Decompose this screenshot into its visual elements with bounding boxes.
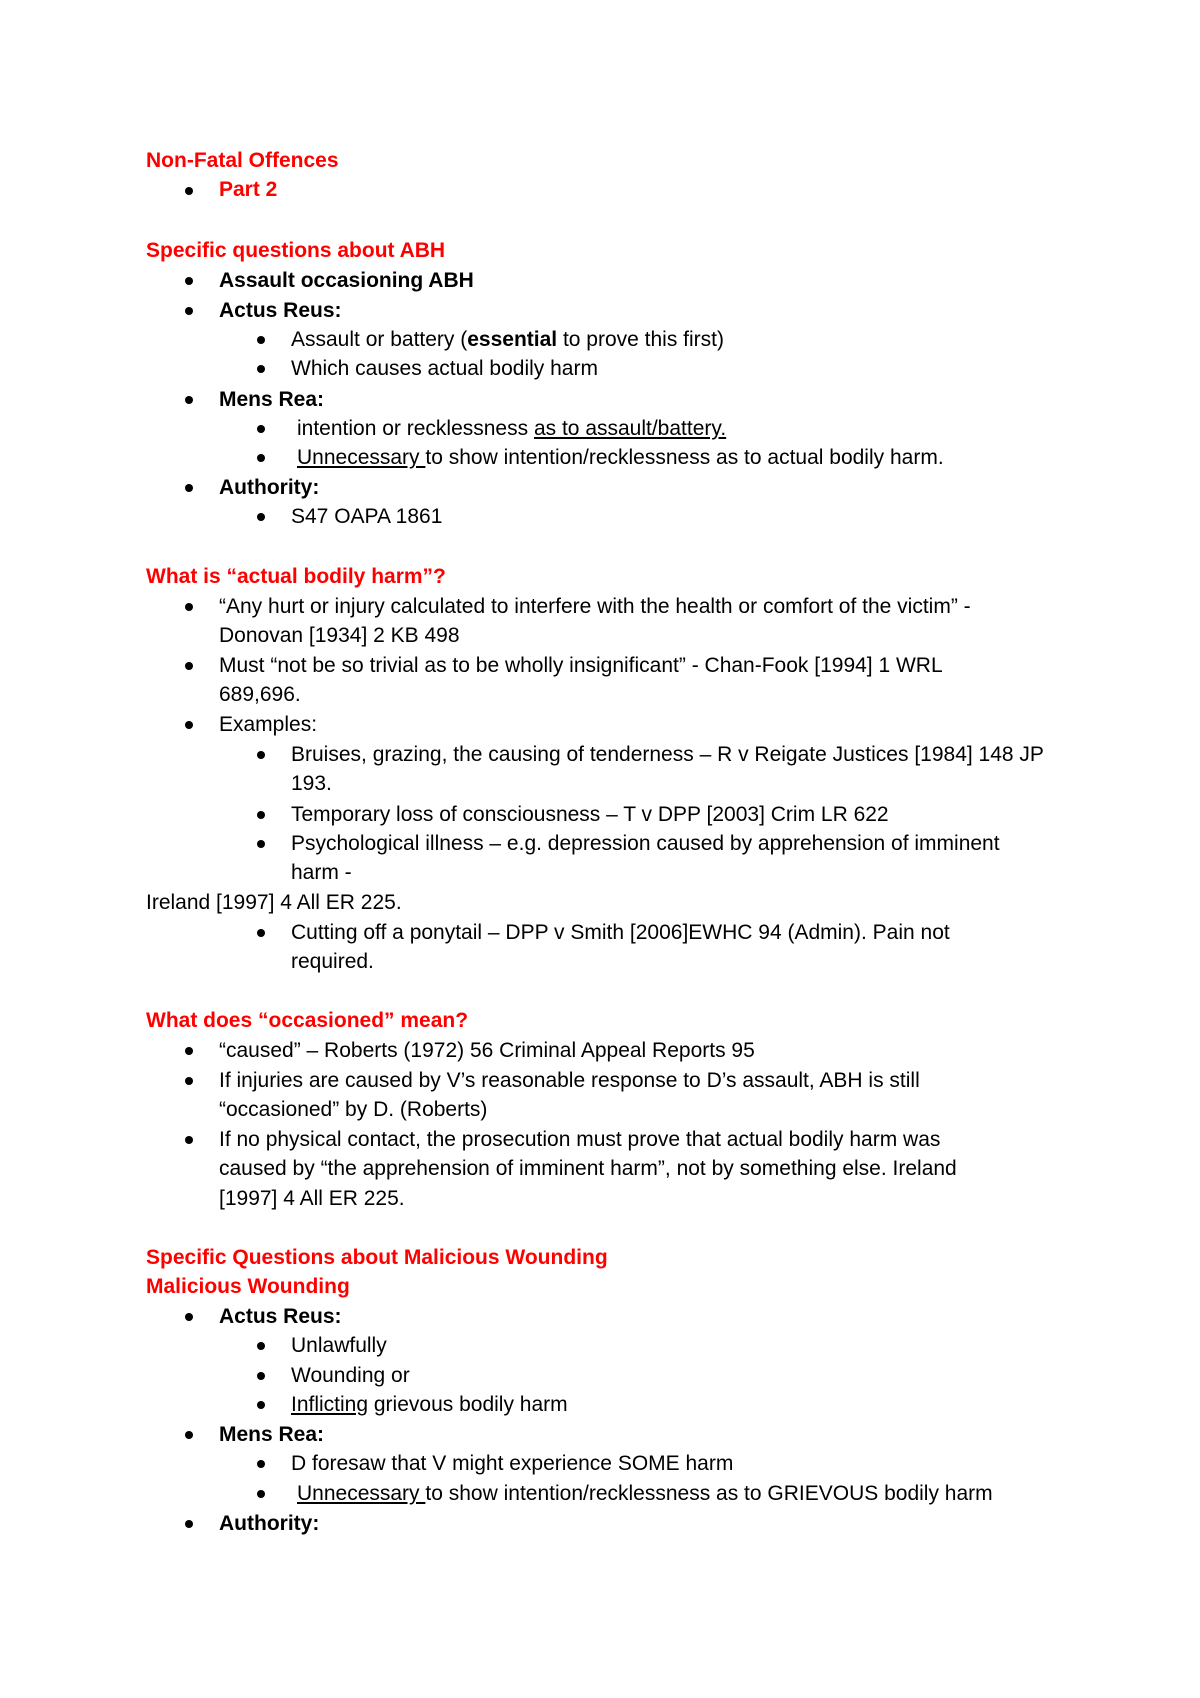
list-item: Cutting off a ponytail – DPP v Smith [2006]EWHC 94 (Admin). Pain not [291,921,950,944]
bullet [257,751,265,759]
bullet [185,662,193,670]
bullet [185,1047,193,1055]
heading-non-fatal-offences: Non-Fatal Offences [146,149,339,172]
list-item: Psychological illness – e.g. depression caused by apprehension of imminent [291,832,1000,855]
list-item: Wounding or [291,1364,410,1387]
bullet [257,1372,265,1380]
bullet [257,454,265,462]
list-item: Inflicting grievous bodily harm [291,1393,568,1416]
list-item: Unlawfully [291,1334,387,1357]
bullet [185,187,193,195]
bullet [257,840,265,848]
list-item: “caused” – Roberts (1972) 56 Criminal Appeal Reports 95 [219,1039,755,1062]
list-item: Temporary loss of consciousness – T v DPP [2003] Crim LR 622 [291,803,889,826]
bullet [185,1431,193,1439]
bullet [185,1077,193,1085]
list-item-continuation: 193. [291,772,332,795]
bullet [185,1313,193,1321]
list-item: Actus Reus: [219,1305,342,1328]
list-item: Unnecessary to show intention/recklessness as to GRIEVOUS bodily harm [297,1482,993,1505]
list-item-continuation: [1997] 4 All ER 225. [219,1187,405,1210]
list-item-continuation: “occasioned” by D. (Roberts) [219,1098,488,1121]
bullet [257,425,265,433]
bullet [185,603,193,611]
bullet [257,1490,265,1498]
list-item-continuation: Donovan [1934] 2 KB 498 [219,624,460,647]
bullet [185,277,193,285]
list-item: Authority: [219,476,320,499]
list-item: If injuries are caused by V’s reasonable response to D’s assault, ABH is still [219,1069,920,1092]
list-item-continuation: Ireland [1997] 4 All ER 225. [146,891,402,914]
list-item: Authority: [219,1512,320,1535]
list-item-continuation: 689,696. [219,683,301,706]
list-item: If no physical contact, the prosecution must prove that actual bodily harm was [219,1128,941,1151]
list-item: Mens Rea: [219,1423,325,1446]
heading-malicious-wounding-questions: Specific Questions about Malicious Wounding [146,1246,608,1269]
list-item: Which causes actual bodily harm [291,357,598,380]
list-item: Assault or battery (essential to prove this first) [291,328,725,351]
heading-abh-questions: Specific questions about ABH [146,239,446,262]
bullet [185,484,193,492]
bullet [185,721,193,729]
list-item: “Any hurt or injury calculated to interfere with the health or comfort of the victim” - [219,595,971,618]
list-item: Examples: [219,713,318,736]
bullet [257,1342,265,1350]
bullet [185,1520,193,1528]
heading-malicious-wounding: Malicious Wounding [146,1275,350,1298]
bullet [257,336,265,344]
bullet [257,811,265,819]
bullet [257,1460,265,1468]
part-label: Part 2 [219,178,278,201]
heading-actual-bodily-harm: What is “actual bodily harm”? [146,565,446,588]
list-item: Actus Reus: [219,299,342,322]
bullet [185,307,193,315]
list-item: D foresaw that V might experience SOME harm [291,1452,734,1475]
list-item: intention or recklessness as to assault/battery. [297,417,727,440]
list-item-continuation: required. [291,950,374,973]
list-item: Unnecessary to show intention/recklessness as to actual bodily harm. [297,446,944,469]
heading-occasioned: What does “occasioned” mean? [146,1009,469,1032]
bullet [185,396,193,404]
list-item-continuation: caused by “the apprehension of imminent harm”, not by something else. Ireland [219,1157,957,1180]
bullet [257,513,265,521]
list-item: S47 OAPA 1861 [291,505,443,528]
list-item: Assault occasioning ABH [219,269,474,292]
bullet [257,929,265,937]
bullet [257,1401,265,1409]
bullet [257,365,265,373]
bullet [185,1136,193,1144]
list-item: Must “not be so trivial as to be wholly insignificant” - Chan-Fook [1994] 1 WRL [219,654,943,677]
list-item: Mens Rea: [219,388,325,411]
list-item-continuation: harm - [291,861,352,884]
list-item: Bruises, grazing, the causing of tenderness – R v Reigate Justices [1984] 148 JP [291,743,1044,766]
